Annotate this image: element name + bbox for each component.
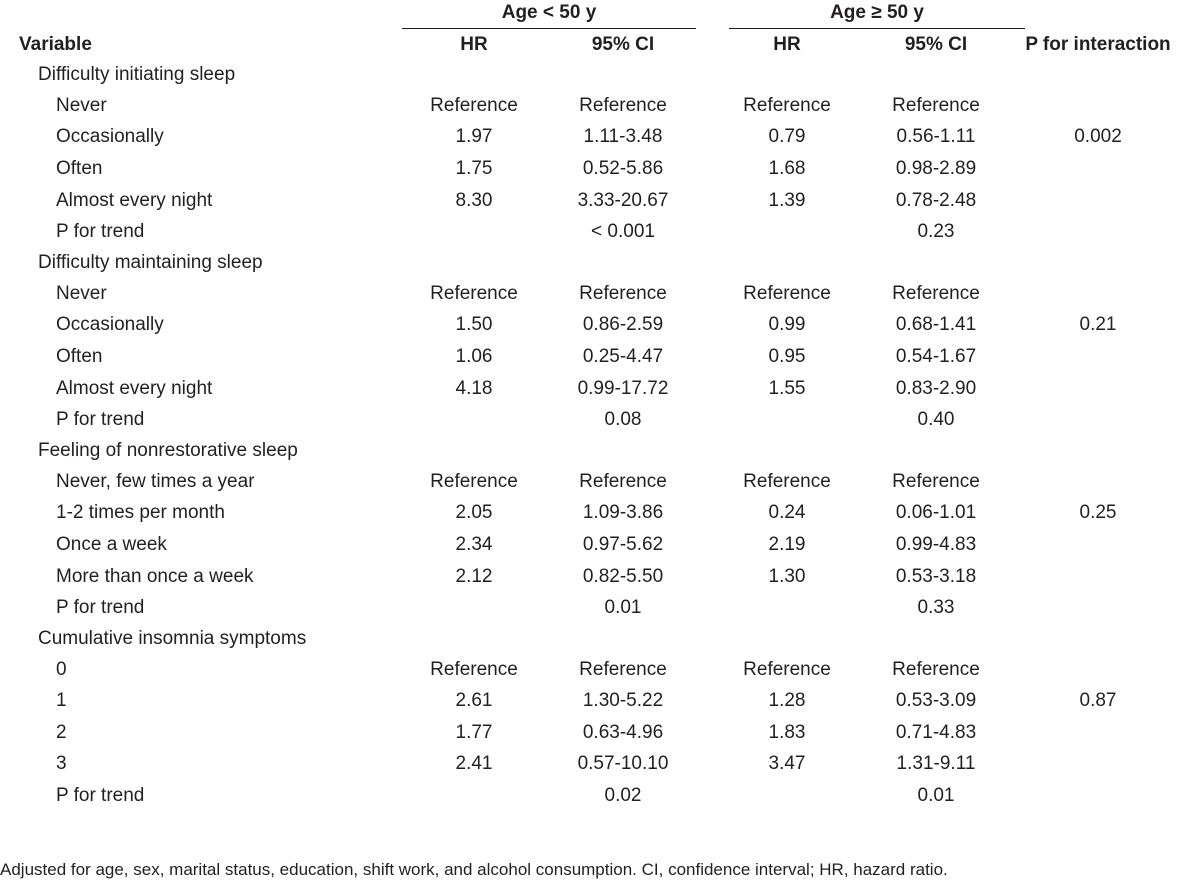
row-label: Never, few times a year	[56, 470, 255, 492]
row-label: P for trend	[56, 785, 145, 807]
row-label: P for trend	[56, 409, 145, 431]
section-row	[0, 248, 1200, 278]
cell-hr-50-plus	[698, 780, 876, 812]
cell-p-interaction	[996, 780, 1200, 812]
table-row	[0, 529, 1200, 561]
cell-ci-under-50: < 0.001	[591, 221, 655, 243]
cell-ci-50-plus: 0.78-2.48	[895, 189, 977, 211]
table-body	[0, 60, 1200, 812]
row-label: Almost every night	[56, 377, 213, 399]
cell-ci-under-50: 0.82-5.50	[582, 565, 664, 587]
cell-hr-50-plus: 1.30	[768, 565, 806, 587]
cell-ci-under-50: 1.11-3.48	[583, 126, 663, 148]
cell-hr-under-50	[400, 780, 548, 812]
row-label: 3	[56, 753, 67, 775]
cell-ci-under-50: 0.02	[604, 785, 642, 807]
table-row	[0, 749, 1200, 781]
row-label: Often	[56, 157, 103, 179]
cell-p-interaction: 0.25	[1079, 502, 1117, 524]
section-label: Difficulty maintaining sleep	[38, 251, 263, 273]
cell-hr-50-plus: 0.79	[768, 126, 806, 148]
column-header-ci-50-plus: 95% CI	[904, 34, 968, 55]
cell-ci-50-plus: 0.99-4.83	[895, 533, 977, 555]
group-header-age-under-50: Age < 50 y	[402, 2, 696, 29]
cell-ci-under-50: Reference	[579, 470, 667, 492]
column-header-hr-50-plus: HR	[773, 34, 801, 55]
cell-ci-50-plus: 1.31-9.11	[896, 753, 976, 775]
cell-p-interaction: 0.21	[1079, 314, 1117, 336]
cell-hr-under-50: Reference	[430, 282, 518, 304]
table-row	[0, 341, 1200, 373]
cell-p-interaction	[996, 153, 1200, 185]
cell-hr-50-plus: 3.47	[768, 753, 806, 775]
cell-p-interaction	[996, 749, 1200, 781]
cell-ci-50-plus: 0.40	[917, 409, 955, 431]
column-header-variable: Variable	[19, 34, 92, 55]
column-header-p-interaction: P for interaction	[1025, 34, 1171, 55]
cell-hr-50-plus: 1.55	[768, 377, 806, 399]
cell-hr-50-plus: 1.28	[768, 690, 806, 712]
group-header-age-50-plus: Age ≥ 50 y	[729, 2, 1025, 29]
cell-ci-50-plus: Reference	[892, 658, 980, 680]
cell-hr-under-50	[400, 592, 548, 624]
section-label: Feeling of nonrestorative sleep	[38, 439, 298, 461]
cell-ci-50-plus: 0.56-1.11	[896, 126, 976, 148]
cell-ci-under-50: 3.33-20.67	[577, 189, 669, 211]
results-table	[0, 30, 1200, 812]
cell-ci-50-plus: Reference	[892, 282, 980, 304]
cell-hr-under-50	[400, 216, 548, 248]
cell-hr-50-plus: Reference	[743, 282, 831, 304]
cell-hr-50-plus	[698, 592, 876, 624]
column-header-hr-under-50: HR	[460, 34, 488, 55]
cell-ci-under-50: 0.99-17.72	[577, 377, 669, 399]
cell-hr-50-plus: 1.39	[768, 189, 806, 211]
cell-hr-under-50: 4.18	[455, 377, 493, 399]
cell-hr-under-50: 2.05	[455, 502, 493, 524]
table-footnote: Adjusted for age, sex, marital status, education, shift work, and alcohol consumption. CI, confidence interval; HR, hazard ratio.	[0, 860, 948, 879]
cell-ci-under-50: 0.08	[604, 409, 642, 431]
cell-p-interaction	[996, 529, 1200, 561]
cell-ci-50-plus: 0.33	[917, 597, 955, 619]
table-row	[0, 122, 1200, 154]
table-row	[0, 90, 1200, 122]
cell-hr-50-plus: 0.24	[768, 502, 806, 524]
table-row	[0, 153, 1200, 185]
row-label: Almost every night	[56, 189, 213, 211]
cell-ci-50-plus: 0.54-1.67	[895, 345, 977, 367]
cell-ci-under-50: Reference	[579, 282, 667, 304]
column-header-row	[0, 30, 1200, 60]
row-label: Occasionally	[56, 126, 164, 148]
cell-p-interaction	[996, 373, 1200, 405]
cell-ci-50-plus: Reference	[892, 94, 980, 116]
cell-hr-50-plus: Reference	[743, 94, 831, 116]
row-label: 2	[56, 721, 67, 743]
cell-p-interaction	[996, 561, 1200, 593]
table-row	[0, 310, 1200, 342]
cell-hr-under-50: 1.77	[455, 721, 493, 743]
cell-hr-under-50: 2.34	[455, 533, 493, 555]
cell-ci-50-plus: 0.23	[917, 221, 955, 243]
cell-hr-50-plus: 0.95	[768, 345, 806, 367]
table-row	[0, 373, 1200, 405]
row-label: P for trend	[56, 597, 145, 619]
table-row	[0, 654, 1200, 686]
cell-hr-50-plus: 0.99	[768, 314, 806, 336]
cell-hr-under-50: 8.30	[455, 189, 493, 211]
cell-ci-50-plus: 0.83-2.90	[895, 377, 977, 399]
cell-p-interaction	[996, 341, 1200, 373]
cell-p-interaction	[996, 592, 1200, 624]
cell-ci-50-plus: 0.53-3.09	[895, 690, 977, 712]
row-label: Never	[56, 94, 107, 116]
table-row	[0, 498, 1200, 530]
row-label: Never	[56, 282, 107, 304]
table-row	[0, 216, 1200, 248]
cell-hr-50-plus: 1.83	[768, 721, 806, 743]
cell-ci-50-plus: 0.01	[917, 785, 955, 807]
cell-ci-50-plus: 0.98-2.89	[895, 157, 977, 179]
table-row	[0, 780, 1200, 812]
cell-hr-50-plus: 2.19	[768, 533, 806, 555]
row-label: 1-2 times per month	[56, 502, 225, 524]
row-label: 0	[56, 658, 67, 680]
column-header-ci-under-50: 95% CI	[591, 34, 655, 55]
section-row	[0, 436, 1200, 466]
table-row	[0, 592, 1200, 624]
cell-ci-under-50: Reference	[579, 658, 667, 680]
cell-hr-under-50: 1.75	[455, 157, 493, 179]
table-row	[0, 404, 1200, 436]
table-row	[0, 466, 1200, 498]
row-label: Occasionally	[56, 314, 164, 336]
cell-ci-under-50: 0.63-4.96	[582, 721, 664, 743]
cell-hr-under-50: Reference	[430, 470, 518, 492]
cell-hr-under-50: Reference	[430, 658, 518, 680]
cell-p-interaction	[996, 404, 1200, 436]
cell-hr-50-plus	[698, 404, 876, 436]
cell-ci-50-plus: 0.53-3.18	[895, 565, 977, 587]
cell-hr-50-plus: 1.68	[768, 157, 806, 179]
cell-ci-50-plus: 0.06-1.01	[895, 502, 977, 524]
cell-hr-50-plus: Reference	[743, 658, 831, 680]
cell-p-interaction	[996, 466, 1200, 498]
cell-ci-50-plus: Reference	[892, 470, 980, 492]
cell-hr-under-50	[400, 404, 548, 436]
cell-p-interaction	[996, 185, 1200, 217]
cell-ci-under-50: 0.25-4.47	[582, 345, 664, 367]
cell-ci-under-50: 0.97-5.62	[582, 533, 664, 555]
section-row	[0, 624, 1200, 654]
cell-ci-50-plus: 0.68-1.41	[895, 314, 977, 336]
row-label: Once a week	[56, 533, 167, 555]
cell-hr-under-50: 1.50	[455, 314, 493, 336]
section-label: Cumulative insomnia symptoms	[38, 627, 307, 649]
cell-p-interaction	[996, 278, 1200, 310]
cell-p-interaction: 0.87	[1079, 690, 1117, 712]
table-row	[0, 185, 1200, 217]
cell-ci-under-50: 1.09-3.86	[582, 502, 664, 524]
cell-hr-50-plus	[698, 216, 876, 248]
section-label: Difficulty initiating sleep	[38, 64, 236, 85]
cell-ci-under-50: 1.30-5.22	[582, 690, 664, 712]
table-row	[0, 717, 1200, 749]
section-row	[0, 60, 1200, 90]
cell-ci-under-50: 0.57-10.10	[577, 753, 669, 775]
table-header	[0, 30, 1200, 60]
cell-p-interaction: 0.002	[1074, 126, 1122, 148]
cell-hr-50-plus: Reference	[743, 470, 831, 492]
cell-p-interaction	[996, 654, 1200, 686]
cell-p-interaction	[996, 717, 1200, 749]
table-row	[0, 278, 1200, 310]
cell-hr-under-50: 2.41	[455, 753, 493, 775]
row-label: 1	[56, 690, 67, 712]
cell-p-interaction	[996, 216, 1200, 248]
cell-ci-under-50: 0.86-2.59	[582, 314, 664, 336]
row-label: More than once a week	[56, 565, 254, 587]
cell-ci-under-50: 0.01	[604, 597, 642, 619]
cell-ci-under-50: Reference	[579, 94, 667, 116]
table-row	[0, 686, 1200, 718]
cell-ci-under-50: 0.52-5.86	[582, 157, 664, 179]
cell-ci-50-plus: 0.71-4.83	[895, 721, 977, 743]
row-label: P for trend	[56, 221, 145, 243]
cell-hr-under-50: Reference	[430, 94, 518, 116]
row-label: Often	[56, 345, 103, 367]
table-row	[0, 561, 1200, 593]
cell-p-interaction	[996, 90, 1200, 122]
cell-hr-under-50: 2.12	[455, 565, 493, 587]
cell-hr-under-50: 2.61	[455, 690, 493, 712]
cell-hr-under-50: 1.06	[455, 345, 493, 367]
cell-hr-under-50: 1.97	[455, 126, 493, 148]
